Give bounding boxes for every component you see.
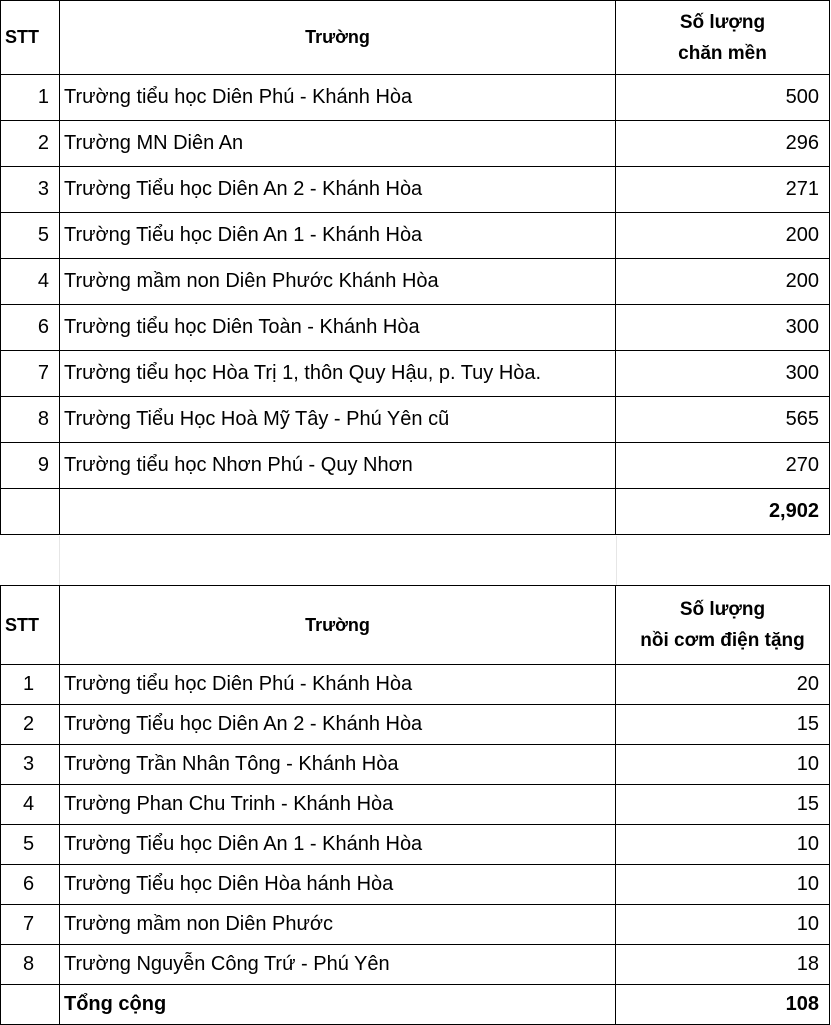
table-row <box>1 825 830 865</box>
row-stt: 2 <box>1 121 60 167</box>
faint-gridline <box>616 536 617 585</box>
blanket-table-body <box>1 1 830 535</box>
table-row <box>1 213 830 259</box>
row-school: Trường tiểu học Diên Phú - Khánh Hòa <box>60 75 616 121</box>
table-row <box>1 745 830 785</box>
row-school: Trường tiểu học Diên Phú - Khánh Hòa <box>60 665 616 705</box>
row-quantity: 300 <box>616 305 830 351</box>
table-row <box>1 705 830 745</box>
total-row <box>1 489 830 535</box>
row-school: Trường Nguyễn Công Trứ - Phú Yên <box>60 945 616 985</box>
row-school: Trường Tiểu học Diên An 1 - Khánh Hòa <box>60 825 616 865</box>
header-row <box>1 1 830 75</box>
row-quantity: 20 <box>616 665 830 705</box>
table-row <box>1 397 830 443</box>
row-quantity: 200 <box>616 213 830 259</box>
total-label-cell <box>60 489 616 535</box>
row-quantity: 10 <box>616 905 830 945</box>
header-row <box>1 586 830 665</box>
row-school: Trường Tiểu học Diên An 2 - Khánh Hòa <box>60 705 616 745</box>
row-quantity: 15 <box>616 705 830 745</box>
row-stt: 4 <box>1 259 60 305</box>
row-quantity: 10 <box>616 825 830 865</box>
row-stt: 8 <box>1 945 60 985</box>
total-stt-cell <box>1 985 60 1025</box>
table-row <box>1 259 830 305</box>
table-row <box>1 443 830 489</box>
row-quantity: 271 <box>616 167 830 213</box>
row-stt: 5 <box>1 213 60 259</box>
row-quantity: 18 <box>616 945 830 985</box>
row-school: Trường tiểu học Hòa Trị 1, thôn Quy Hậu, p. Tuy Hòa. <box>60 351 616 397</box>
table-row <box>1 121 830 167</box>
header-quantity-line2: nồi cơm điện tặng <box>640 630 805 651</box>
row-stt: 2 <box>1 705 60 745</box>
header-quantity-line2: chăn mền <box>678 42 767 64</box>
header-quantity-line1: Số lượng <box>679 11 766 33</box>
row-stt: 8 <box>1 397 60 443</box>
total-quantity: 108 <box>616 985 830 1025</box>
table-row <box>1 865 830 905</box>
row-quantity: 296 <box>616 121 830 167</box>
row-quantity: 270 <box>616 443 830 489</box>
table-row <box>1 905 830 945</box>
row-stt: 9 <box>1 443 60 489</box>
rice-cooker-table <box>0 585 830 1025</box>
header-stt: STT <box>1 1 60 75</box>
row-stt: 4 <box>1 785 60 825</box>
table-row <box>1 351 830 397</box>
row-quantity: 10 <box>616 865 830 905</box>
header-school: Trường <box>60 586 616 665</box>
row-school: Trường tiểu học Nhơn Phú - Quy Nhơn <box>60 443 616 489</box>
row-school: Trường Tiểu học Diên An 1 - Khánh Hòa <box>60 213 616 259</box>
total-stt-cell <box>1 489 60 535</box>
row-school: Trường tiểu học Diên Toàn - Khánh Hòa <box>60 305 616 351</box>
row-school: Trường mầm non Diên Phước <box>60 905 616 945</box>
table-row <box>1 305 830 351</box>
row-stt: 7 <box>1 905 60 945</box>
header-quantity-line1: Số lượng <box>679 599 766 620</box>
row-school: Trường Tiểu học Diên An 2 - Khánh Hòa <box>60 167 616 213</box>
header-quantity <box>616 1 830 75</box>
row-school: Trường Tiểu học Diên Hòa hánh Hòa <box>60 865 616 905</box>
row-school: Trường Trần Nhân Tông - Khánh Hòa <box>60 745 616 785</box>
total-label: Tổng cộng <box>60 985 616 1025</box>
row-quantity: 500 <box>616 75 830 121</box>
row-stt: 5 <box>1 825 60 865</box>
header-quantity <box>616 586 830 665</box>
row-quantity: 15 <box>616 785 830 825</box>
header-stt: STT <box>1 586 60 665</box>
table-row <box>1 945 830 985</box>
row-stt: 6 <box>1 865 60 905</box>
row-stt: 3 <box>1 167 60 213</box>
row-school: Trường Tiểu Học Hoà Mỹ Tây - Phú Yên cũ <box>60 397 616 443</box>
faint-gridline <box>59 536 60 585</box>
row-stt: 1 <box>1 75 60 121</box>
row-stt: 1 <box>1 665 60 705</box>
row-school: Trường Phan Chu Trinh - Khánh Hòa <box>60 785 616 825</box>
row-quantity: 200 <box>616 259 830 305</box>
row-quantity: 300 <box>616 351 830 397</box>
table-row <box>1 785 830 825</box>
total-row <box>1 985 830 1025</box>
total-quantity: 2,902 <box>616 489 830 535</box>
header-school: Trường <box>60 1 616 75</box>
row-stt: 6 <box>1 305 60 351</box>
row-school: Trường mầm non Diên Phước Khánh Hòa <box>60 259 616 305</box>
row-stt: 7 <box>1 351 60 397</box>
table-row <box>1 665 830 705</box>
table-row <box>1 167 830 213</box>
spacer-row <box>0 536 831 585</box>
rice-cooker-table-body <box>1 586 830 1025</box>
row-quantity: 10 <box>616 745 830 785</box>
row-stt: 3 <box>1 745 60 785</box>
row-school: Trường MN Diên An <box>60 121 616 167</box>
row-quantity: 565 <box>616 397 830 443</box>
table-row <box>1 75 830 121</box>
